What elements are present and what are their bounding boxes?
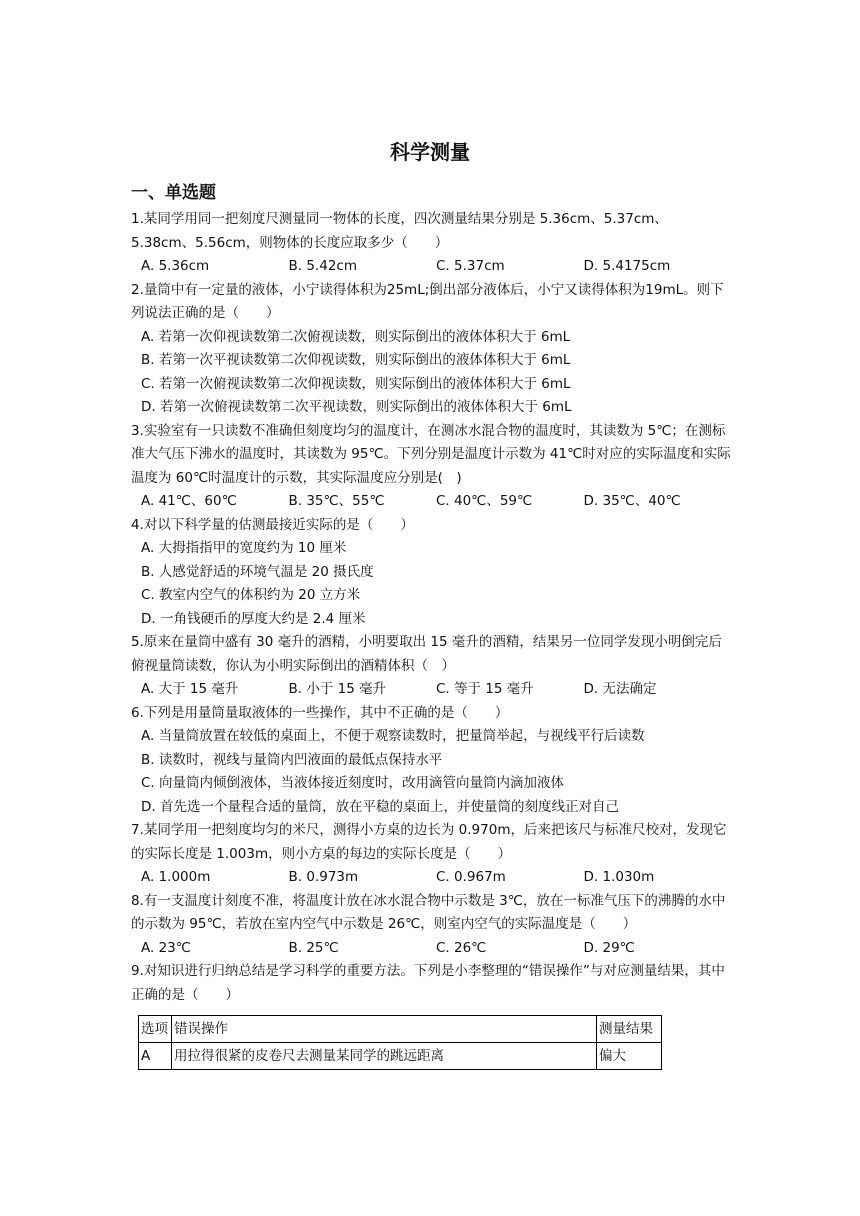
option: D. 若第一次俯视读数第二次平视读数，则实际倒出的液体体积大于 6mL <box>141 399 572 415</box>
option: B. 人感觉舒适的环境气温是 20 摄氏度 <box>141 563 374 580</box>
table-cell: 偏大 <box>597 1043 662 1070</box>
table-header-cell: 测量结果 <box>597 1016 662 1043</box>
question-stem: 3.实验室有一只读数不准确但刻度均匀的温度计，在测冰水混合物的温度时，其读数为 5℃；在测标准大气压下沸水的温度时，其读数为 95℃。下列分别是温度计示数为 41℃时对应的实际温度和实际温度为 60℃时温度计的示数，其实际温度应分别是( ) <box>131 422 731 486</box>
option: D. 首先选一个量程合适的量筒，放在平稳的桌面上，并使量筒的刻度线正对自己 <box>141 798 619 815</box>
option-row <box>131 490 731 514</box>
question-stem: 1.某同学用同一把刻度尺测量同一物体的长度，四次测量结果分别是 5.36cm、5.37cm、5.38cm、5.56cm，则物体的长度应取多少（ ） <box>131 211 668 251</box>
table-cell: 用拉得很紧的皮卷尺去测量某同学的跳远距离 <box>172 1043 597 1070</box>
option: A. 5.36cm <box>141 258 210 274</box>
option-row <box>131 678 731 702</box>
table-header-cell: 选项 <box>139 1016 172 1043</box>
option: D. 无法确定 <box>583 681 657 697</box>
option: C. 5.37cm <box>436 258 505 274</box>
option-row <box>131 937 731 961</box>
option-row <box>131 255 731 279</box>
table-header-row <box>139 1016 662 1043</box>
option: C. 等于 15 毫升 <box>436 681 534 697</box>
option: B. 读数时，视线与量筒内凹液面的最低点保持水平 <box>141 751 443 768</box>
option: B. 25℃ <box>288 939 339 956</box>
option: A. 大于 15 毫升 <box>141 681 239 697</box>
option: C. 26℃ <box>436 939 487 956</box>
question-list <box>131 208 731 1070</box>
option: B. 0.973m <box>288 869 359 885</box>
option: A. 大拇指指甲的宽度约为 10 厘米 <box>141 540 347 556</box>
question-stem: 8.有一支温度计刻度不准，将温度计放在冰水混合物中示数是 3℃，放在一标准气压下的沸腾的水中的示数为 95℃，若放在室内空气中示数是 26℃，则室内空气的实际温度是（ ） <box>131 892 726 932</box>
question-stem: 4.对以下科学量的估测最接近实际的是（ ） <box>131 516 414 533</box>
question-stem: 2.量筒中有一定量的液体，小宁读得体积为25mL;倒出部分液体后，小宁又读得体积为19mL。则下列说法正确的是（ ） <box>131 281 724 321</box>
option: D. 5.4175cm <box>583 258 671 274</box>
option: D. 一角钱硬币的厚度大约是 2.4 厘米 <box>141 610 366 627</box>
option: B. 5.42cm <box>288 258 357 274</box>
option: A. 1.000m <box>141 869 211 885</box>
option: C. 教室内空气的体积约为 20 立方米 <box>141 587 361 603</box>
question-stem: 7.某同学用一把刻度均匀的米尺，测得小方桌的边长为 0.970m，后来把该尺与标准尺校对，发现它的实际长度是 1.003m，则小方桌的每边的实际长度是（ ） <box>131 822 727 862</box>
table-cell: A <box>139 1043 172 1070</box>
option: C. 40℃、59℃ <box>436 493 533 509</box>
option: D. 1.030m <box>583 869 655 885</box>
option: B. 若第一次平视读数第二次仰视读数，则实际倒出的液体体积大于 6mL <box>141 352 571 368</box>
option: A. 若第一次仰视读数第二次俯视读数，则实际倒出的液体体积大于 6mL <box>141 328 571 345</box>
question-stem: 5.原来在量筒中盛有 30 毫升的酒精，小明要取出 15 毫升的酒精，结果另一位同学发现小明倒完后俯视量筒读数，你认为小明实际倒出的酒精体积（ ） <box>131 634 722 674</box>
section-heading: 一、单选题 <box>131 183 216 203</box>
option-row <box>131 866 731 890</box>
document-title: 科学测量 <box>390 140 470 164</box>
question-stem: 6.下列是用量筒量取液体的一些操作，其中不正确的是（ ） <box>131 704 509 721</box>
option: A. 23℃ <box>141 939 191 956</box>
table-header-cell: 错误操作 <box>172 1016 597 1043</box>
option: C. 0.967m <box>436 869 506 885</box>
question-stem: 9.对知识进行归纳总结是学习科学的重要方法。下列是小李整理的“错误操作”与对应测量结果，其中正确的是（ ） <box>131 963 725 1003</box>
option: B. 小于 15 毫升 <box>288 681 387 697</box>
option: D. 29℃ <box>583 939 635 956</box>
option: B. 35℃、55℃ <box>288 493 385 509</box>
option: C. 向量筒内倾倒液体，当液体接近刻度时，改用滴管向量筒内滴加液体 <box>141 775 565 791</box>
table-row <box>139 1043 662 1070</box>
option: C. 若第一次俯视读数第二次仰视读数，则实际倒出的液体体积大于 6mL <box>141 375 571 392</box>
error-operation-table <box>138 1015 662 1070</box>
option: A. 41℃、60℃ <box>141 493 237 509</box>
option: A. 当量筒放置在较低的桌面上，不便于观察读数时，把量筒举起，与视线平行后读数 <box>141 728 645 744</box>
option: D. 35℃、40℃ <box>583 493 681 509</box>
